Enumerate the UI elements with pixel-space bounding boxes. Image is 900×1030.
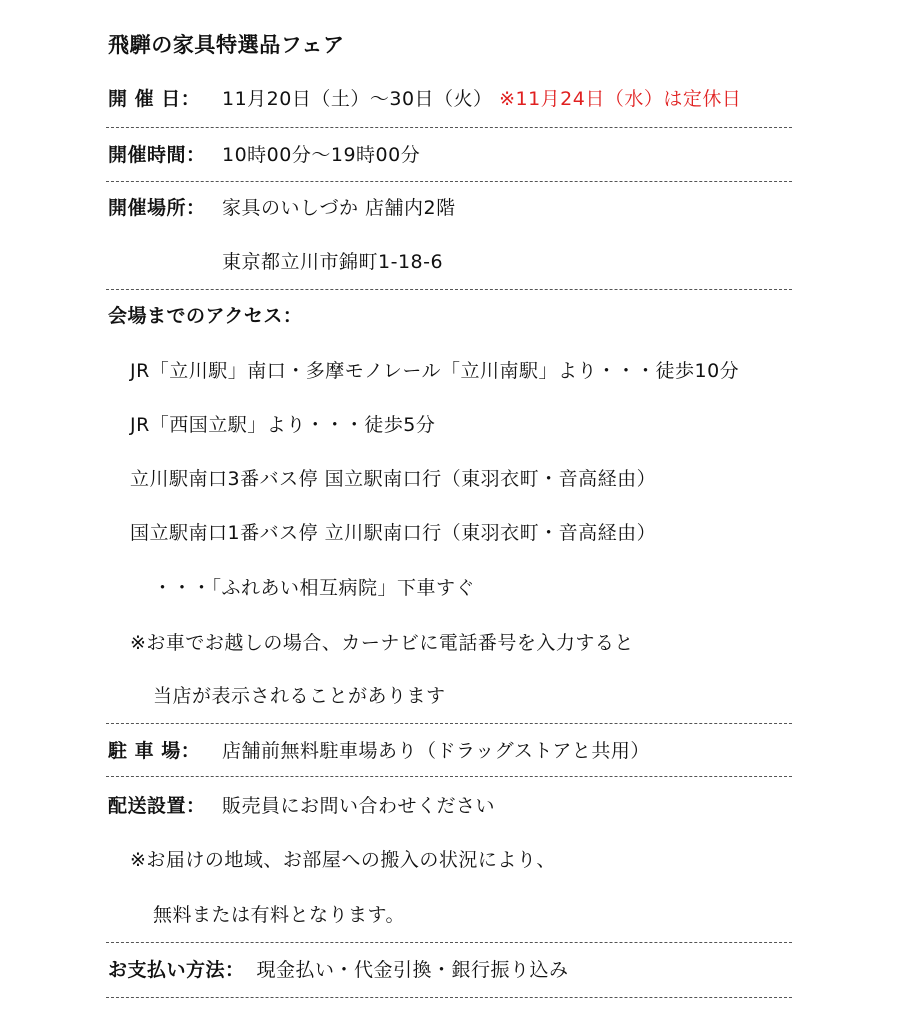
delivery-value: 販売員にお問い合わせください: [222, 795, 496, 817]
delivery-row: [108, 794, 495, 818]
place-row: [108, 196, 456, 220]
divider: [106, 127, 792, 128]
access-line: ・・・「ふれあい相互病院」下車すぐ: [153, 577, 476, 599]
place-value: 家具のいしづか 店舗内2階: [222, 197, 456, 219]
place-label: 開催場所：: [108, 197, 206, 219]
divider: [106, 289, 792, 290]
access-label: 会場までのアクセス：: [108, 305, 303, 327]
access-line: ※お車でお越しの場合、カーナビに電話番号を入力すると: [130, 632, 634, 654]
divider: [106, 776, 792, 777]
page-title: 飛騨の家具特選品フェア: [108, 33, 345, 57]
date-value: 11月20日（土）～30日（火）: [222, 88, 493, 110]
access-line: 立川駅南口3番バス停 国立駅南口行（東羽衣町・音高経由）: [130, 468, 657, 490]
delivery-label: 配送設置：: [108, 795, 206, 817]
access-line: 当店が表示されることがあります: [153, 685, 446, 707]
access-line: JR「立川駅」南口・多摩モノレール「立川南駅」より・・・徒歩10分: [130, 360, 740, 382]
payment-label: お支払い方法：: [108, 959, 245, 981]
divider: [106, 942, 792, 943]
parking-row: [108, 739, 650, 763]
divider: [106, 723, 792, 724]
access-line: 国立駅南口1番バス停 立川駅南口行（東羽衣町・音高経由）: [130, 522, 657, 544]
payment-value: 現金払い・代金引換・銀行振り込み: [256, 959, 569, 981]
delivery-note: ※お届けの地域、お部屋への搬入の状況により、: [130, 849, 556, 871]
parking-label: 駐 車 場：: [108, 740, 201, 762]
time-row: [108, 143, 420, 167]
parking-value: 店舗前無料駐車場あり（ドラッグストアと共用）: [222, 740, 650, 762]
access-line: JR「西国立駅」より・・・徒歩5分: [130, 414, 436, 436]
date-label: 開 催 日：: [108, 88, 201, 110]
time-label: 開催時間：: [108, 144, 206, 166]
divider: [106, 997, 792, 998]
access-heading: [108, 304, 302, 328]
payment-row: [108, 958, 569, 982]
delivery-note: 無料または有料となります。: [153, 904, 405, 926]
place-address: 東京都立川市錦町1-18-6: [222, 251, 444, 273]
date-row: [108, 87, 741, 111]
divider: [106, 181, 792, 182]
closed-day-note: ※11月24日（水）は定休日: [499, 88, 742, 110]
time-value: 10時00分～19時00分: [222, 144, 421, 166]
